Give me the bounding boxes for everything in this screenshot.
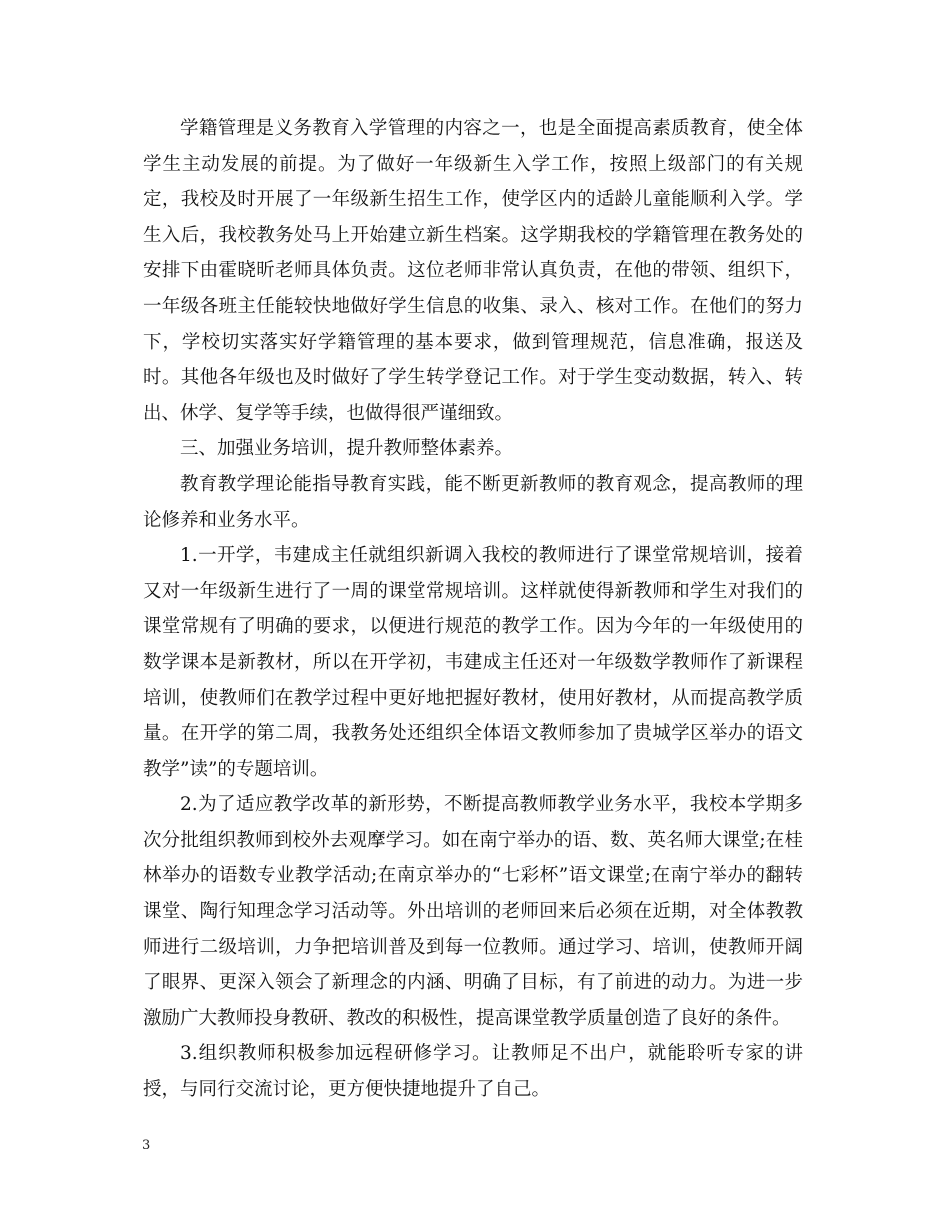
- paragraph-item-1: 1.一开学，韦建成主任就组织新调入我校的教师进行了课堂常规培训，接着又对一年级新生进行了一周的课堂常规培训。这样就使得新教师和学生对我们的课堂常规有了明确的要求，以便进行规范的教学工作。因为今年的一年级使用的数学课本是新教材，所以在开学初，韦建成主任还对一年级数学教师作了新课程培训，使教师们在教学过程中更好地把握好教材，使用好教材，从而提高教学质量。在开学的第二周，我教务处还组织全体语文教师参加了贵城学区举办的语文教学”读”的专题培训。: [143, 545, 803, 780]
- paragraph-theory: 教育教学理论能指导教育实践，能不断更新教师的教育观念，提高教师的理论修养和业务水平。: [143, 473, 803, 531]
- section-heading-training: 三、加强业务培训，提升教师整体素养。: [180, 438, 514, 460]
- document-body: [143, 111, 803, 1108]
- paragraph-item-3: 3.组织教师积极参加远程研修学习。让教师足不出户，就能聆听专家的讲授，与同行交流讨论，更方便快捷地提升了自己。: [143, 1043, 803, 1101]
- paragraph-item-2: 2.为了适应教学改革的新形势，不断提高教师教学业务水平，我校本学期多次分批组织教师到校外去观摩学习。如在南宁举办的语、数、英名师大课堂;在桂林举办的语数专业教学活动;在南京举办的“七彩杯”语文课堂;在南宁举办的翻转课堂、陶行知理念学习活动等。外出培训的老师回来后必须在近期，对全体教教师进行二级培训，力争把培训普及到每一位教师。通过学习、培训，使教师开阔了眼界、更深入领会了新理念的内涵、明确了目标，有了前进的动力。为进一步激励广大教师投身教研、教改的积极性，提高课堂教学质量创造了良好的条件。: [143, 794, 803, 1029]
- page-number: 3: [142, 1138, 151, 1153]
- paragraph-student-records: 学籍管理是义务教育入学管理的内容之一，也是全面提高素质教育，使全体学生主动发展的前提。为了做好一年级新生入学工作，按照上级部门的有关规定，我校及时开展了一年级新生招生工作，使学区内的适龄儿童能顺利入学。学生入后，我校教务处马上开始建立新生档案。这学期我校的学籍管理在教务处的安排下由霍晓昕老师具体负责。这位老师非常认真负责，在他的带领、组织下，一年级各班主任能较快地做好学生信息的收集、录入、核对工作。在他们的努力下，学校切实落实好学籍管理的基本要求，做到管理规范，信息准确，报送及时。其他各年级也及时做好了学生转学登记工作。对于学生变动数据，转入、转出、休学、复学等手续，也做得很严谨细致。: [143, 118, 803, 424]
